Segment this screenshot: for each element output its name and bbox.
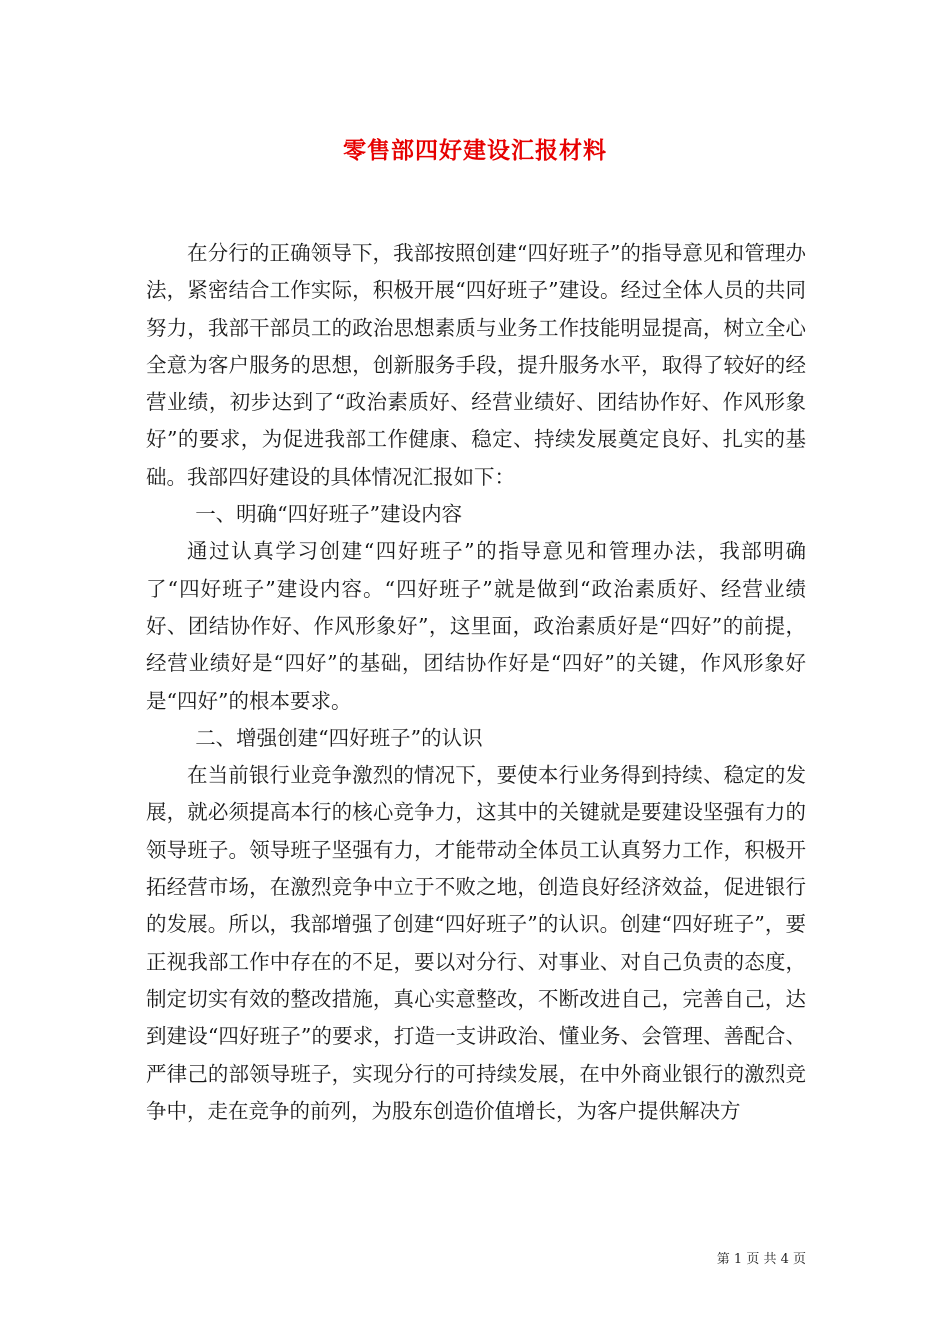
intro-paragraph: 在分行的正确领导下，我部按照创建“四好班子”的指导意见和管理办法，紧密结合工作实际，积极开展“四好班子”建设。经过全体人员的共同努力，我部干部员工的政治思想素质与业务工作技能明显提高，树立全心全意为客户服务的思想，创新服务手段，提升服务水平，取得了较好的经营业绩，初步达到了“政治素质好、经营业绩好、团结协作好、作风形象好”的要求，为促进我部工作健康、稳定、持续发展奠定良好、扎实的基础。我部四好建设的具体情况汇报如下： bbox=[146, 241, 806, 489]
page-number-footer: 第 1 页 共 4 页 bbox=[716, 1252, 806, 1267]
section-heading-1: 一、明确“四好班子”建设内容 bbox=[195, 502, 463, 527]
section-1-paragraph: 通过认真学习创建“四好班子”的指导意见和管理办法，我部明确了“四好班子”建设内容。“四好班子”就是做到“政治素质好、经营业绩好、团结协作好、作风形象好”，这里面，政治素质好是“四好”的前提，经营业绩好是“四好”的基础，团结协作好是“四好”的关键，作风形象好是“四好”的根本要求。 bbox=[146, 539, 806, 713]
section-2-paragraph: 在当前银行业竞争激烈的情况下，要使本行业务得到持续、稳定的发展，就必须提高本行的核心竞争力，这其中的关键就是要建设坚强有力的领导班子。领导班子坚强有力，才能带动全体员工认真努力工作，积极开拓经营市场，在激烈竞争中立于不败之地，创造良好经济效益，促进银行的发展。所以，我部增强了创建“四好班子”的认识。创建“四好班子”，要正视我部工作中存在的不足，要以对分行、对事业、对自己负责的态度，制定切实有效的整改措施，真心实意整改，不断改进自己，完善自己，达到建设“四好班子”的要求，打造一支讲政治、懂业务、会管理、善配合、严律己的部领导班子，实现分行的可持续发展，在中外商业银行的激烈竞争中，走在竞争的前列，为股东创造价值增长，为客户提供解决方 bbox=[146, 763, 806, 1123]
document-title: 零售部四好建设汇报材料 bbox=[343, 137, 607, 164]
document-body bbox=[146, 235, 806, 1130]
section-heading-2: 二、增强创建“四好班子”的认识 bbox=[195, 725, 483, 750]
